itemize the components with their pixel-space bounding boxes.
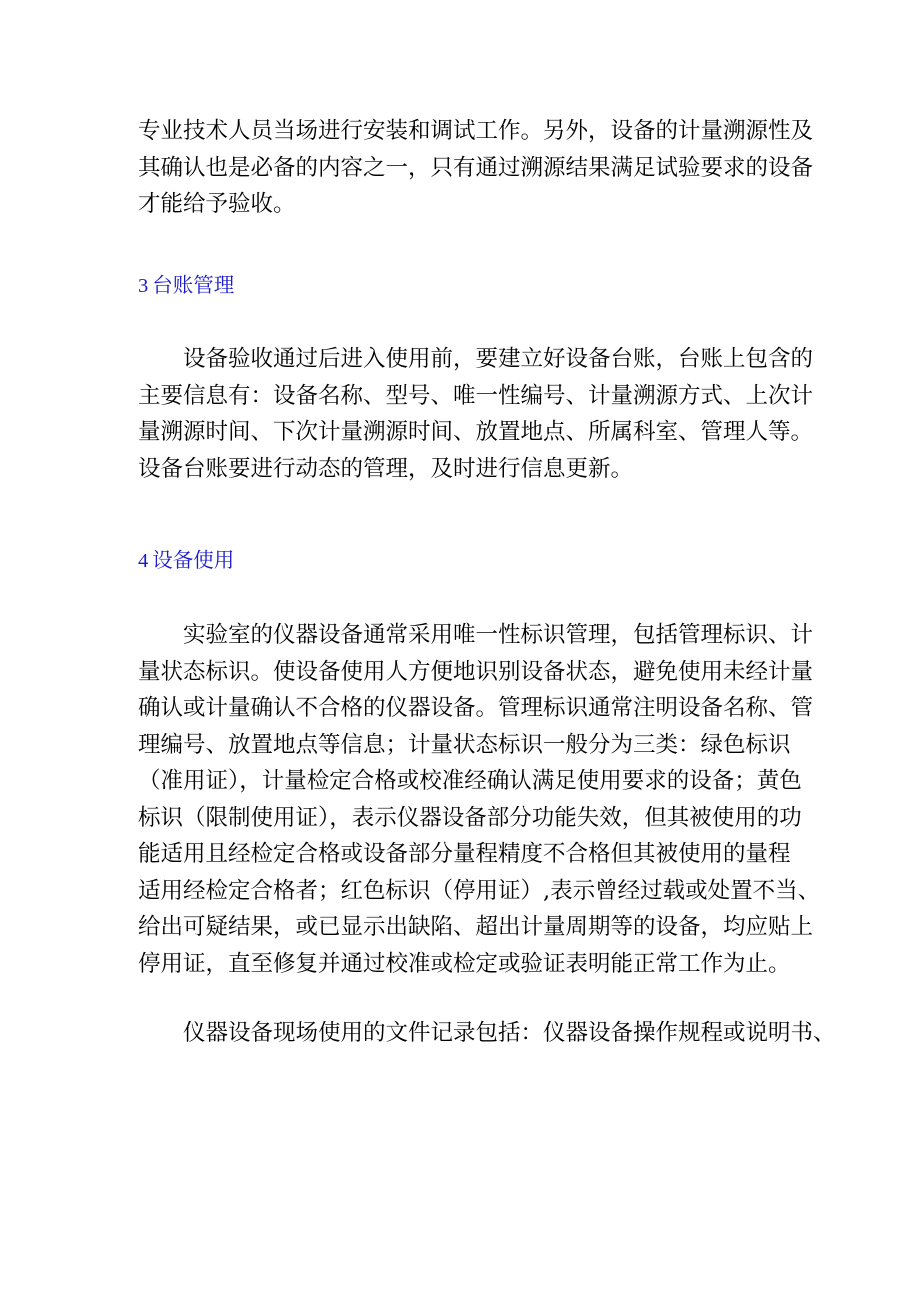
paragraph-line: 量溯源时间、下次计量溯源时间、放置地点、所属科室、管理人等。 xyxy=(138,419,814,445)
paragraph-line: 确认或计量确认不合格的仪器设备。管理标识通常注明设备名称、管 xyxy=(138,695,814,721)
paragraph-line: 专业技术人员当场进行安装和调试工作。另外，设备的计量溯源性及 xyxy=(138,118,814,144)
paragraph-line: 设备验收通过后进入使用前，要建立好设备台账，台账上包含的 xyxy=(138,346,814,372)
section-number: 3 xyxy=(138,275,149,297)
paragraph-line: 量状态标识。使设备使用人方便地识别设备状态，避免使用未经计量 xyxy=(138,658,814,685)
paragraph-line: 设备台账要进行动态的管理，及时进行信息更新。 xyxy=(138,455,634,482)
paragraph-usage xyxy=(138,617,821,982)
paragraph-line: 标识（限制使用证），表示仪器设备部分功能失效，但其被使用的功 xyxy=(138,804,802,831)
paragraph-line: 主要信息有：设备名称、型号、唯一性编号、计量溯源方式、上次计 xyxy=(138,382,814,409)
section-heading-3 xyxy=(138,270,234,301)
paragraph-line: 给出可疑结果，或已显示出缺陷、超出计量周期等的设备，均应贴上 xyxy=(138,914,814,940)
paragraph-line: 其确认也是必备的内容之一，只有通过溯源结果满足试验要求的设备 xyxy=(138,154,814,181)
paragraph-line: （准用证），计量检定合格或校准经确认满足使用要求的设备；黄色 xyxy=(138,768,802,794)
section-title: 台账管理 xyxy=(152,273,235,297)
paragraph-ledger xyxy=(138,341,814,487)
paragraph-records xyxy=(138,1015,836,1052)
paragraph-line: 理编号、放置地点等信息；计量状态标识一般分为三类：绿色标识 xyxy=(138,731,791,758)
paragraph-line: 适用经检定合格者；红色标识（停用证）,表示曾经过载或处置不当、 xyxy=(138,877,821,904)
paragraph-line: 仪器设备现场使用的文件记录包括：仪器设备操作规程或说明书、 xyxy=(138,1020,836,1046)
section-number: 4 xyxy=(138,550,149,572)
paragraph-line: 实验室的仪器设备通常采用唯一性标识管理，包括管理标识、计 xyxy=(138,622,814,648)
paragraph-line: 能适用且经检定合格或设备部分量程精度不合格但其被使用的量程 xyxy=(138,841,791,867)
paragraph-intro xyxy=(138,113,814,223)
section-heading-4 xyxy=(138,545,234,576)
paragraph-line: 停用证，直至修复并通过校准或检定或验证表明能正常工作为止。 xyxy=(138,950,791,977)
paragraph-line: 才能给予验收。 xyxy=(138,191,296,217)
section-title: 设备使用 xyxy=(152,548,235,572)
